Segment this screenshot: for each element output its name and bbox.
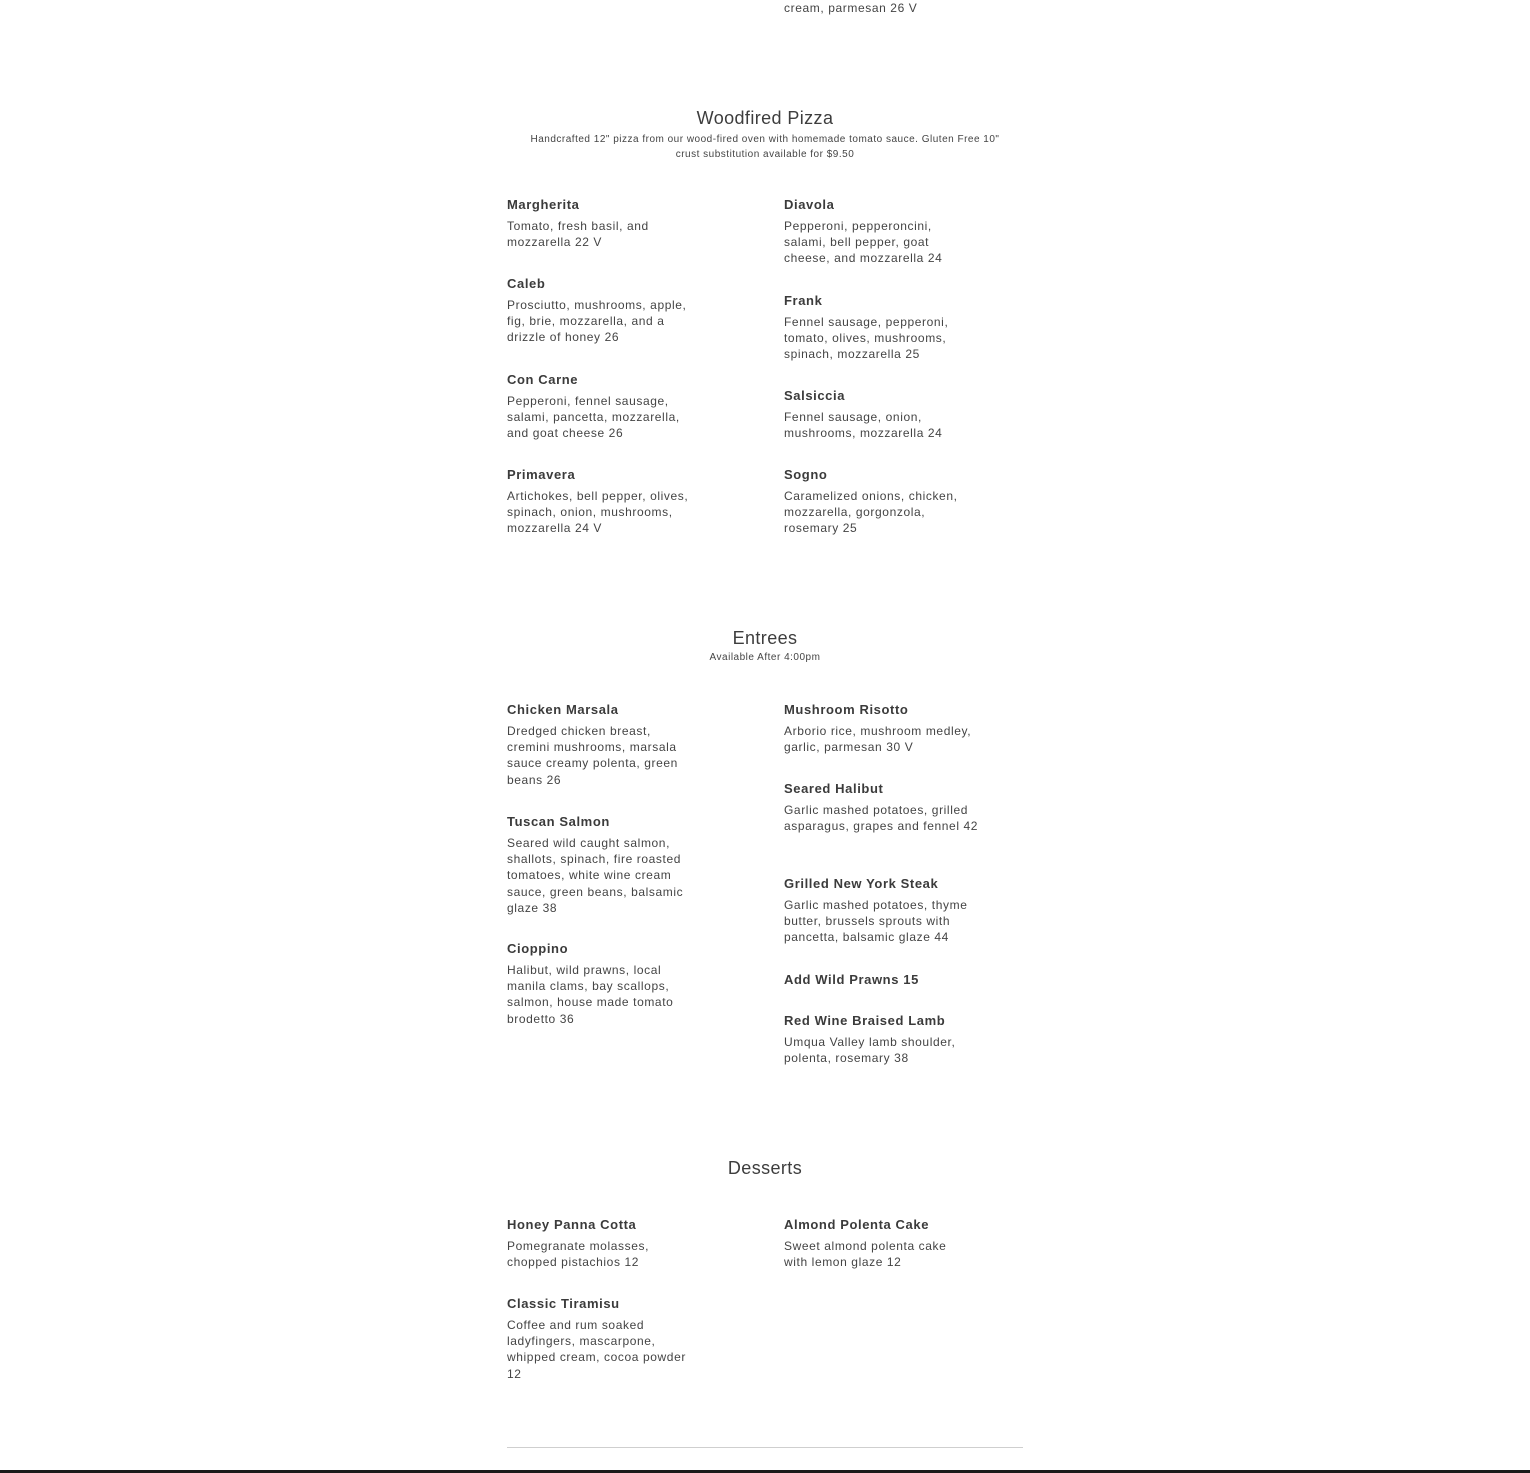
menu-item [784,197,984,267]
menu-item [507,467,707,537]
previous-item-description-fragment: cream, parmesan 26 V [784,1,918,15]
menu-item-name: Mushroom Risotto [784,702,909,717]
menu-item-name: Honey Panna Cotta [507,1217,637,1232]
entrees-section-header [507,626,1023,665]
section-title: Entrees [732,628,798,648]
menu-item-name: Chicken Marsala [507,702,619,717]
menu-item-description: Caramelized onions, chicken, mozzarella, gorgonzola, rosemary 25 [784,489,958,536]
section-title: Woodfired Pizza [696,108,834,128]
menu-item [507,941,707,1027]
menu-item [507,197,707,250]
menu-item [784,972,984,988]
menu-item-description: Arborio rice, mushroom medley, garlic, parmesan 30 V [784,724,972,755]
menu-item-name: Salsiccia [784,388,846,403]
menu-item-description: Pepperoni, pepperoncini, salami, bell pepper, goat cheese, and mozzarella 24 [784,219,943,266]
menu-item-description: Fennel sausage, onion, mushrooms, mozzarella 24 [784,410,943,441]
menu-item-name: Classic Tiramisu [507,1296,620,1311]
menu-item-description: Garlic mashed potatoes, grilled asparagus, grapes and fennel 42 [784,803,979,834]
menu-item-name: Cioppino [507,941,569,956]
menu-item-description: Artichokes, bell pepper, olives, spinach, onion, mushrooms, mozzarella 24 V [507,489,689,536]
menu-item-name: Frank [784,293,823,308]
menu-item-description: Pepperoni, fennel sausage, salami, pancetta, mozzarella, and goat cheese 26 [507,394,680,441]
menu-item [507,702,707,788]
menu-item [784,1217,984,1270]
pizza-section-header [507,106,1023,162]
menu-item-description: Prosciutto, mushrooms, apple, fig, brie, mozzarella, and a drizzle of honey 26 [507,298,687,345]
menu-item [784,876,984,946]
menu-item [507,276,707,346]
menu-item-description: Pomegranate molasses, chopped pistachios 12 [507,1239,649,1270]
section-description: Available After 4:00pm [709,652,821,663]
menu-item-description: Tomato, fresh basil, and mozzarella 22 V [507,219,649,250]
menu-item-description: Umqua Valley lamb shoulder, polenta, rosemary 38 [784,1035,956,1066]
section-title: Desserts [727,1158,803,1178]
section-divider [507,1447,1023,1448]
menu-item-description: Seared wild caught salmon, shallots, spinach, fire roasted tomatoes, white wine cream sauce, green beans, balsamic glaze 38 [507,836,684,915]
menu-item-name: Diavola [784,197,835,212]
menu-item [784,388,984,441]
menu-item-description: Halibut, wild prawns, local manila clams, bay scallops, salmon, house made tomato brodetto 36 [507,963,674,1026]
menu-item-description: Coffee and rum soaked ladyfingers, mascarpone, whipped cream, cocoa powder 12 [507,1318,686,1381]
menu-item [507,814,707,916]
menu-item-description: Dredged chicken breast, cremini mushrooms, marsala sauce creamy polenta, green beans 26 [507,724,678,787]
menu-item-name: Tuscan Salmon [507,814,610,829]
menu-item [507,372,707,442]
desserts-section-header [507,1156,1023,1180]
menu-item-name: Sogno [784,467,828,482]
menu-item-name: Seared Halibut [784,781,884,796]
menu-item [784,293,984,363]
menu-item-name: Margherita [507,197,580,212]
menu-item-name: Add Wild Prawns 15 [784,972,919,987]
section-description-line: crust substitution available for $9.50 [675,149,855,160]
menu-item-description: Garlic mashed potatoes, thyme butter, brussels sprouts with pancetta, balsamic glaze 44 [784,898,968,945]
menu-item-name: Primavera [507,467,576,482]
menu-item-name: Grilled New York Steak [784,876,939,891]
menu-item-description: Fennel sausage, pepperoni, tomato, olives, mushrooms, spinach, mozzarella 25 [784,315,949,362]
menu-item [784,781,984,834]
menu-item [507,1296,707,1382]
menu-item-description: Sweet almond polenta cake with lemon glaze 12 [784,1239,947,1270]
menu-item [784,1013,984,1066]
menu-item-name: Caleb [507,276,546,291]
menu-item-name: Almond Polenta Cake [784,1217,930,1232]
menu-item [784,702,984,755]
menu-item-name: Con Carne [507,372,579,387]
menu-item [507,1217,707,1270]
section-description-line: Handcrafted 12" pizza from our wood-fired oven with homemade tomato sauce. Gluten Free 10" [530,134,1000,145]
menu-item-name: Red Wine Braised Lamb [784,1013,946,1028]
menu-item [784,467,984,537]
